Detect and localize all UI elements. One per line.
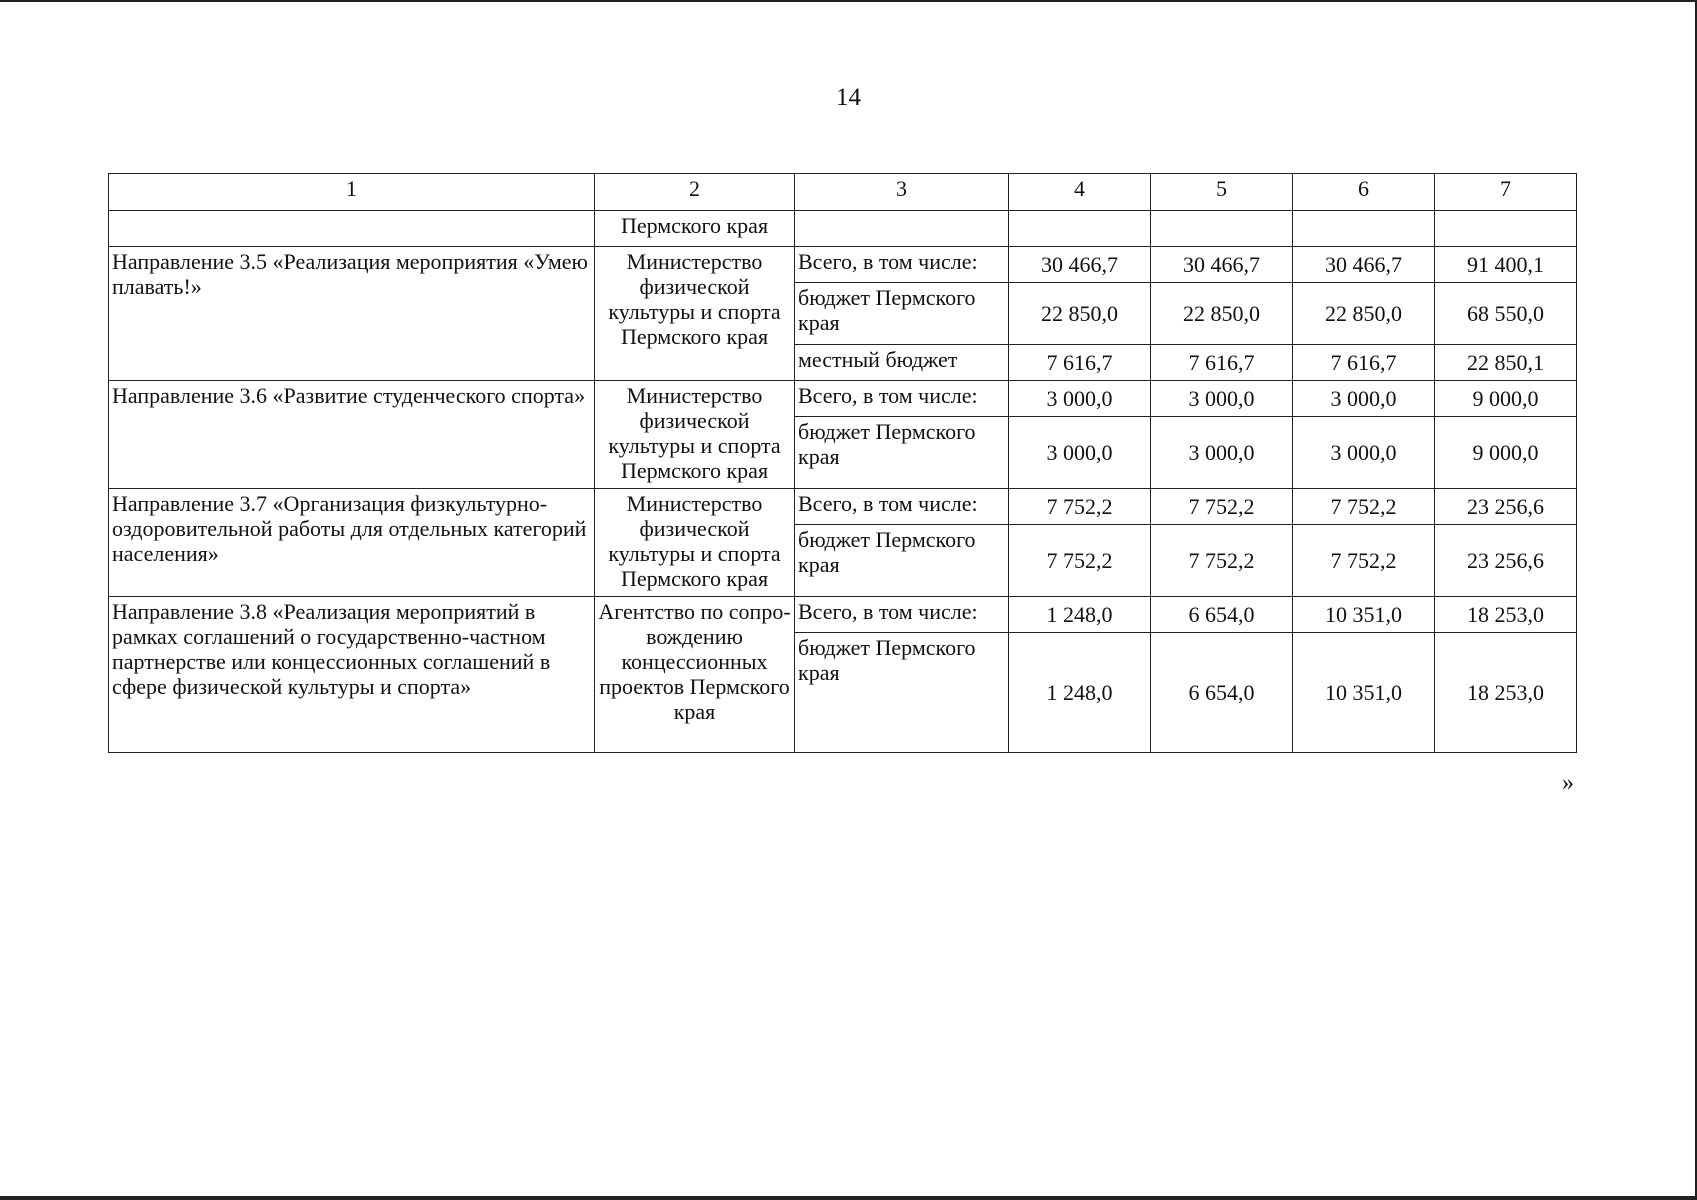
value-cell: 3 000,0 [1151,381,1293,417]
value-cell: 3 000,0 [1009,381,1151,417]
value-cell: 7 752,2 [1009,525,1151,597]
value-cell: 91 400,1 [1435,247,1577,283]
value-cell: 10 351,0 [1293,597,1435,633]
value-cell: 9 000,0 [1435,381,1577,417]
executor-cell: Агентство по сопро-вождению концессионных проектов Пермского края [595,597,795,753]
funding-source-cell: Всего, в том числе: [795,247,1009,283]
value-cell: 6 654,0 [1151,597,1293,633]
funding-source-cell: бюджет Пермского края [795,525,1009,597]
funding-source-cell: бюджет Пермского края [795,417,1009,489]
value-cell: 23 256,6 [1435,489,1577,525]
executor-cell: Министерство физической культуры и спорта Пермского края [595,247,795,381]
budget-table [108,173,1577,753]
value-cell: 23 256,6 [1435,525,1577,597]
scan-border-top [0,0,1697,2]
value-cell: 22 850,1 [1435,345,1577,381]
value-cell: 7 752,2 [1293,489,1435,525]
value-cell: 7 752,2 [1293,525,1435,597]
value-cell: 9 000,0 [1435,417,1577,489]
table-row [109,247,1577,283]
value-cell: 22 850,0 [1151,283,1293,345]
scan-border-bottom [0,1196,1697,1200]
value-cell: 18 253,0 [1435,633,1577,753]
column-header: 7 [1435,174,1577,211]
value-cell: 30 466,7 [1009,247,1151,283]
value-cell: 3 000,0 [1151,417,1293,489]
value-cell: 7 616,7 [1151,345,1293,381]
funding-source-cell: бюджет Пермского края [795,283,1009,345]
direction-cell: Направление 3.5 «Реализация мероприятия «Умею плавать!» [109,247,595,381]
value-cell: 3 000,0 [1009,417,1151,489]
executor-cell: Министерство физической культуры и спорта Пермского края [595,381,795,489]
funding-source-cell: бюджет Пермского края [795,633,1009,753]
column-header: 4 [1009,174,1151,211]
value-cell: 10 351,0 [1293,633,1435,753]
value-cell: 68 550,0 [1435,283,1577,345]
funding-source-cell: Всего, в том числе: [795,381,1009,417]
funding-source-cell: Всего, в том числе: [795,489,1009,525]
value-cell: 7 752,2 [1151,489,1293,525]
table-header-row [109,174,1577,211]
funding-source-cell: Всего, в том числе: [795,597,1009,633]
value-cell: 7 752,2 [1151,525,1293,597]
column-header: 3 [795,174,1009,211]
value-cell: 22 850,0 [1009,283,1151,345]
page-number: 14 [836,84,861,111]
executor-cell: Пермского края [595,211,795,247]
value-cell: 6 654,0 [1151,633,1293,753]
executor-cell: Министерство физической культуры и спорта Пермского края [595,489,795,597]
value-cell: 3 000,0 [1293,417,1435,489]
column-header: 1 [109,174,595,211]
table-row [109,597,1577,633]
direction-cell: Направление 3.8 «Реализация мероприятий в рамках соглашений о государственно-частном партнерстве или концессионных соглашений в сфере физической культуры и спорта» [109,597,595,753]
value-cell: 7 616,7 [1009,345,1151,381]
value-cell: 3 000,0 [1293,381,1435,417]
table-row-continuation [109,211,1577,247]
value-cell: 30 466,7 [1151,247,1293,283]
funding-source-cell: местный бюджет [795,345,1009,381]
value-cell: 1 248,0 [1009,597,1151,633]
value-cell: 7 752,2 [1009,489,1151,525]
value-cell: 18 253,0 [1435,597,1577,633]
closing-quote-mark: » [1562,770,1574,796]
value-cell: 1 248,0 [1009,633,1151,753]
value-cell: 30 466,7 [1293,247,1435,283]
table-row [109,381,1577,417]
direction-cell: Направление 3.6 «Развитие студенческого спорта» [109,381,595,489]
table-row [109,489,1577,525]
value-cell: 7 616,7 [1293,345,1435,381]
column-header: 5 [1151,174,1293,211]
column-header: 6 [1293,174,1435,211]
column-header: 2 [595,174,795,211]
value-cell: 22 850,0 [1293,283,1435,345]
direction-cell: Направление 3.7 «Организация физкультурно-оздоровительной работы для отдельных категорий населения» [109,489,595,597]
